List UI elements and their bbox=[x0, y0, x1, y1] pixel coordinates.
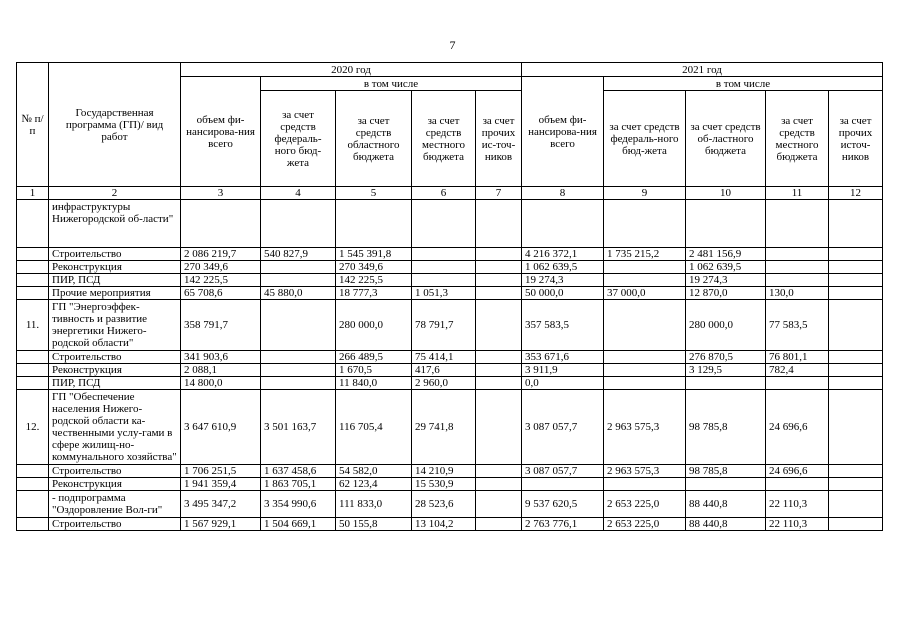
cell-2020-other bbox=[476, 351, 522, 364]
cell-2021-total: 4 216 372,1 bbox=[522, 248, 604, 261]
cell-2021-other bbox=[829, 491, 883, 518]
cell-2020-local: 13 104,2 bbox=[412, 518, 476, 531]
cell-2021-regional: 98 785,8 bbox=[686, 390, 766, 465]
page-number: 7 bbox=[449, 38, 456, 52]
cell-2021-regional: 88 440,8 bbox=[686, 491, 766, 518]
header-2021-federal: за счет средств федераль-ного бюд-жета bbox=[604, 91, 686, 187]
cell-2021-total: 0,0 bbox=[522, 377, 604, 390]
cell-2020-regional: 18 777,3 bbox=[336, 287, 412, 300]
row-number bbox=[17, 200, 49, 248]
cell-2020-total: 65 708,6 bbox=[181, 287, 261, 300]
row-number bbox=[17, 274, 49, 287]
table-row bbox=[17, 465, 883, 478]
cell-2020-regional: 266 489,5 bbox=[336, 351, 412, 364]
cell-2021-other bbox=[829, 390, 883, 465]
header-2021-local: за счет средств местного бюджета bbox=[766, 91, 829, 187]
cell-2020-other bbox=[476, 465, 522, 478]
column-number: 4 bbox=[261, 187, 336, 200]
cell-2020-local bbox=[412, 274, 476, 287]
cell-2020-federal: 45 880,0 bbox=[261, 287, 336, 300]
cell-2020-federal bbox=[261, 377, 336, 390]
cell-2021-other bbox=[829, 351, 883, 364]
cell-2021-total: 1 062 639,5 bbox=[522, 261, 604, 274]
cell-2020-regional: 50 155,8 bbox=[336, 518, 412, 531]
row-name: ПИР, ПСД bbox=[49, 377, 181, 390]
table-row bbox=[17, 364, 883, 377]
cell-2021-local: 22 110,3 bbox=[766, 491, 829, 518]
cell-2021-regional bbox=[686, 478, 766, 491]
cell-2021-local: 24 696,6 bbox=[766, 390, 829, 465]
cell-2021-local bbox=[766, 478, 829, 491]
row-name: ГП "Энергоэффек-тивность и развитие энергетики Нижего-родской области" bbox=[49, 300, 181, 351]
cell-2020-federal: 3 501 163,7 bbox=[261, 390, 336, 465]
cell-2021-local bbox=[766, 248, 829, 261]
cell-2021-federal bbox=[604, 274, 686, 287]
cell-2020-other bbox=[476, 274, 522, 287]
column-number: 2 bbox=[49, 187, 181, 200]
cell-2021-local bbox=[766, 274, 829, 287]
cell-2021-federal bbox=[604, 200, 686, 248]
column-number: 9 bbox=[604, 187, 686, 200]
cell-2021-federal: 1 735 215,2 bbox=[604, 248, 686, 261]
cell-2020-local: 14 210,9 bbox=[412, 465, 476, 478]
cell-2021-regional: 3 129,5 bbox=[686, 364, 766, 377]
table-row bbox=[17, 491, 883, 518]
row-name: Строительство bbox=[49, 248, 181, 261]
cell-2020-regional: 11 840,0 bbox=[336, 377, 412, 390]
cell-2020-total: 14 800,0 bbox=[181, 377, 261, 390]
cell-2021-regional: 276 870,5 bbox=[686, 351, 766, 364]
header-2021-other: за счет прочих источ-ников bbox=[829, 91, 883, 187]
cell-2021-total: 3 087 057,7 bbox=[522, 390, 604, 465]
header-number: № п/п bbox=[17, 63, 49, 187]
row-name: Реконструкция bbox=[49, 364, 181, 377]
cell-2021-federal bbox=[604, 377, 686, 390]
cell-2021-local: 76 801,1 bbox=[766, 351, 829, 364]
cell-2021-regional bbox=[686, 377, 766, 390]
cell-2020-federal bbox=[261, 351, 336, 364]
cell-2021-other bbox=[829, 478, 883, 491]
cell-2020-local: 29 741,8 bbox=[412, 390, 476, 465]
cell-2021-federal: 37 000,0 bbox=[604, 287, 686, 300]
row-number bbox=[17, 478, 49, 491]
cell-2021-regional: 280 000,0 bbox=[686, 300, 766, 351]
cell-2021-other bbox=[829, 300, 883, 351]
cell-2021-other bbox=[829, 261, 883, 274]
cell-2020-other bbox=[476, 518, 522, 531]
cell-2020-total: 1 941 359,4 bbox=[181, 478, 261, 491]
cell-2021-regional: 12 870,0 bbox=[686, 287, 766, 300]
cell-2021-local bbox=[766, 377, 829, 390]
cell-2020-total: 3 647 610,9 bbox=[181, 390, 261, 465]
cell-2020-federal: 1 504 669,1 bbox=[261, 518, 336, 531]
cell-2020-local: 75 414,1 bbox=[412, 351, 476, 364]
cell-2020-federal bbox=[261, 364, 336, 377]
cell-2020-other bbox=[476, 261, 522, 274]
cell-2021-regional: 19 274,3 bbox=[686, 274, 766, 287]
cell-2021-total: 3 087 057,7 bbox=[522, 465, 604, 478]
cell-2021-federal bbox=[604, 478, 686, 491]
cell-2020-regional: 270 349,6 bbox=[336, 261, 412, 274]
row-name: Строительство bbox=[49, 351, 181, 364]
column-number: 1 bbox=[17, 187, 49, 200]
column-number: 11 bbox=[766, 187, 829, 200]
header-2021-regional: за счет средств об-ластного бюджета bbox=[686, 91, 766, 187]
header-2020-local: за счет средств местного бюджета bbox=[412, 91, 476, 187]
table-row bbox=[17, 248, 883, 261]
row-name: инфраструктуры Нижегородской об-ласти" bbox=[49, 200, 181, 248]
cell-2021-local: 130,0 bbox=[766, 287, 829, 300]
cell-2020-total: 142 225,5 bbox=[181, 274, 261, 287]
cell-2020-regional bbox=[336, 200, 412, 248]
cell-2021-federal: 2 653 225,0 bbox=[604, 518, 686, 531]
cell-2020-federal: 1 637 458,6 bbox=[261, 465, 336, 478]
table-row bbox=[17, 377, 883, 390]
cell-2021-total: 50 000,0 bbox=[522, 287, 604, 300]
row-name: Строительство bbox=[49, 518, 181, 531]
cell-2021-other bbox=[829, 465, 883, 478]
row-number bbox=[17, 261, 49, 274]
header-2020-federal: за счет средств федераль-ного бюд-жета bbox=[261, 91, 336, 187]
cell-2020-local: 417,6 bbox=[412, 364, 476, 377]
cell-2020-local: 1 051,3 bbox=[412, 287, 476, 300]
table-row bbox=[17, 261, 883, 274]
cell-2021-federal bbox=[604, 300, 686, 351]
cell-2021-regional: 88 440,8 bbox=[686, 518, 766, 531]
row-number bbox=[17, 491, 49, 518]
table-row bbox=[17, 390, 883, 465]
cell-2021-total: 353 671,6 bbox=[522, 351, 604, 364]
row-number bbox=[17, 364, 49, 377]
cell-2020-federal bbox=[261, 274, 336, 287]
cell-2021-local: 77 583,5 bbox=[766, 300, 829, 351]
cell-2021-federal: 2 963 575,3 bbox=[604, 465, 686, 478]
cell-2020-federal bbox=[261, 200, 336, 248]
cell-2021-regional: 2 481 156,9 bbox=[686, 248, 766, 261]
row-number bbox=[17, 377, 49, 390]
cell-2021-local: 22 110,3 bbox=[766, 518, 829, 531]
cell-2021-other bbox=[829, 274, 883, 287]
cell-2020-federal: 3 354 990,6 bbox=[261, 491, 336, 518]
column-number: 12 bbox=[829, 187, 883, 200]
cell-2020-other bbox=[476, 248, 522, 261]
cell-2020-federal bbox=[261, 261, 336, 274]
row-name: Реконструкция bbox=[49, 478, 181, 491]
cell-2021-total: 357 583,5 bbox=[522, 300, 604, 351]
cell-2020-total: 341 903,6 bbox=[181, 351, 261, 364]
cell-2020-total: 1 706 251,5 bbox=[181, 465, 261, 478]
column-number: 8 bbox=[522, 187, 604, 200]
header-2021-including: в том числе bbox=[604, 77, 883, 91]
table-body bbox=[17, 200, 883, 531]
cell-2021-local bbox=[766, 261, 829, 274]
cell-2021-local: 24 696,6 bbox=[766, 465, 829, 478]
cell-2020-federal: 1 863 705,1 bbox=[261, 478, 336, 491]
row-number bbox=[17, 465, 49, 478]
header-program: Государственная программа (ГП)/ вид работ bbox=[49, 63, 181, 187]
cell-2021-total: 19 274,3 bbox=[522, 274, 604, 287]
cell-2021-total: 2 763 776,1 bbox=[522, 518, 604, 531]
cell-2021-local bbox=[766, 200, 829, 248]
cell-2020-other bbox=[476, 390, 522, 465]
cell-2021-regional: 1 062 639,5 bbox=[686, 261, 766, 274]
column-number: 6 bbox=[412, 187, 476, 200]
cell-2021-federal bbox=[604, 351, 686, 364]
row-name: Прочие мероприятия bbox=[49, 287, 181, 300]
cell-2020-regional: 62 123,4 bbox=[336, 478, 412, 491]
cell-2020-total: 2 088,1 bbox=[181, 364, 261, 377]
cell-2021-federal: 2 653 225,0 bbox=[604, 491, 686, 518]
table-row bbox=[17, 274, 883, 287]
column-number: 10 bbox=[686, 187, 766, 200]
header-year-2021: 2021 год bbox=[522, 63, 883, 77]
cell-2020-local bbox=[412, 200, 476, 248]
cell-2021-other bbox=[829, 200, 883, 248]
cell-2020-regional: 111 833,0 bbox=[336, 491, 412, 518]
table-row bbox=[17, 518, 883, 531]
row-name: ГП "Обеспечение населения Нижего-родской области ка-чественными услу-гами в сфере жилищ-но-коммунального хозяйства" bbox=[49, 390, 181, 465]
cell-2020-other bbox=[476, 478, 522, 491]
cell-2020-total: 1 567 929,1 bbox=[181, 518, 261, 531]
cell-2021-other bbox=[829, 287, 883, 300]
row-name: - подпрограмма "Оздоровление Вол-ги" bbox=[49, 491, 181, 518]
cell-2020-regional: 1 670,5 bbox=[336, 364, 412, 377]
cell-2021-federal: 2 963 575,3 bbox=[604, 390, 686, 465]
row-name: Реконструкция bbox=[49, 261, 181, 274]
header-2020-total: объем фи-нансирова-ния всего bbox=[181, 77, 261, 187]
table-row bbox=[17, 200, 883, 248]
row-number bbox=[17, 248, 49, 261]
row-name: Строительство bbox=[49, 465, 181, 478]
table-row bbox=[17, 287, 883, 300]
header-2020-other: за счет прочих ис-точ-ников bbox=[476, 91, 522, 187]
cell-2020-regional: 116 705,4 bbox=[336, 390, 412, 465]
header-2020-including: в том числе bbox=[261, 77, 522, 91]
column-number: 7 bbox=[476, 187, 522, 200]
cell-2020-local: 15 530,9 bbox=[412, 478, 476, 491]
cell-2020-other bbox=[476, 377, 522, 390]
cell-2020-regional: 142 225,5 bbox=[336, 274, 412, 287]
cell-2020-total: 358 791,7 bbox=[181, 300, 261, 351]
cell-2021-local: 782,4 bbox=[766, 364, 829, 377]
header-year-2020: 2020 год bbox=[181, 63, 522, 77]
cell-2021-other bbox=[829, 248, 883, 261]
cell-2020-local bbox=[412, 261, 476, 274]
column-number: 3 bbox=[181, 187, 261, 200]
table-row bbox=[17, 478, 883, 491]
cell-2021-other bbox=[829, 377, 883, 390]
budget-table bbox=[16, 62, 883, 531]
cell-2020-total: 270 349,6 bbox=[181, 261, 261, 274]
cell-2020-local: 28 523,6 bbox=[412, 491, 476, 518]
cell-2021-total bbox=[522, 478, 604, 491]
header-2020-regional: за счет средств областного бюджета bbox=[336, 91, 412, 187]
cell-2021-other bbox=[829, 364, 883, 377]
cell-2021-total: 3 911,9 bbox=[522, 364, 604, 377]
column-number-row bbox=[17, 187, 883, 200]
cell-2020-federal: 540 827,9 bbox=[261, 248, 336, 261]
cell-2020-other bbox=[476, 287, 522, 300]
header-2021-total: объем фи-нансирова-ния всего bbox=[522, 77, 604, 187]
cell-2021-federal bbox=[604, 364, 686, 377]
row-number: 12. bbox=[17, 390, 49, 465]
table-row bbox=[17, 351, 883, 364]
cell-2021-regional: 98 785,8 bbox=[686, 465, 766, 478]
cell-2021-federal bbox=[604, 261, 686, 274]
cell-2020-other bbox=[476, 364, 522, 377]
cell-2020-other bbox=[476, 491, 522, 518]
row-number: 11. bbox=[17, 300, 49, 351]
row-number bbox=[17, 518, 49, 531]
cell-2020-total: 2 086 219,7 bbox=[181, 248, 261, 261]
cell-2020-regional: 280 000,0 bbox=[336, 300, 412, 351]
cell-2020-total bbox=[181, 200, 261, 248]
cell-2020-other bbox=[476, 200, 522, 248]
cell-2020-regional: 1 545 391,8 bbox=[336, 248, 412, 261]
column-number: 5 bbox=[336, 187, 412, 200]
cell-2020-local: 2 960,0 bbox=[412, 377, 476, 390]
table-row bbox=[17, 300, 883, 351]
cell-2021-total bbox=[522, 200, 604, 248]
cell-2020-total: 3 495 347,2 bbox=[181, 491, 261, 518]
cell-2020-federal bbox=[261, 300, 336, 351]
row-number bbox=[17, 351, 49, 364]
cell-2020-local: 78 791,7 bbox=[412, 300, 476, 351]
cell-2021-regional bbox=[686, 200, 766, 248]
cell-2021-other bbox=[829, 518, 883, 531]
cell-2021-total: 9 537 620,5 bbox=[522, 491, 604, 518]
cell-2020-local bbox=[412, 248, 476, 261]
cell-2020-regional: 54 582,0 bbox=[336, 465, 412, 478]
row-name: ПИР, ПСД bbox=[49, 274, 181, 287]
row-number bbox=[17, 287, 49, 300]
cell-2020-other bbox=[476, 300, 522, 351]
